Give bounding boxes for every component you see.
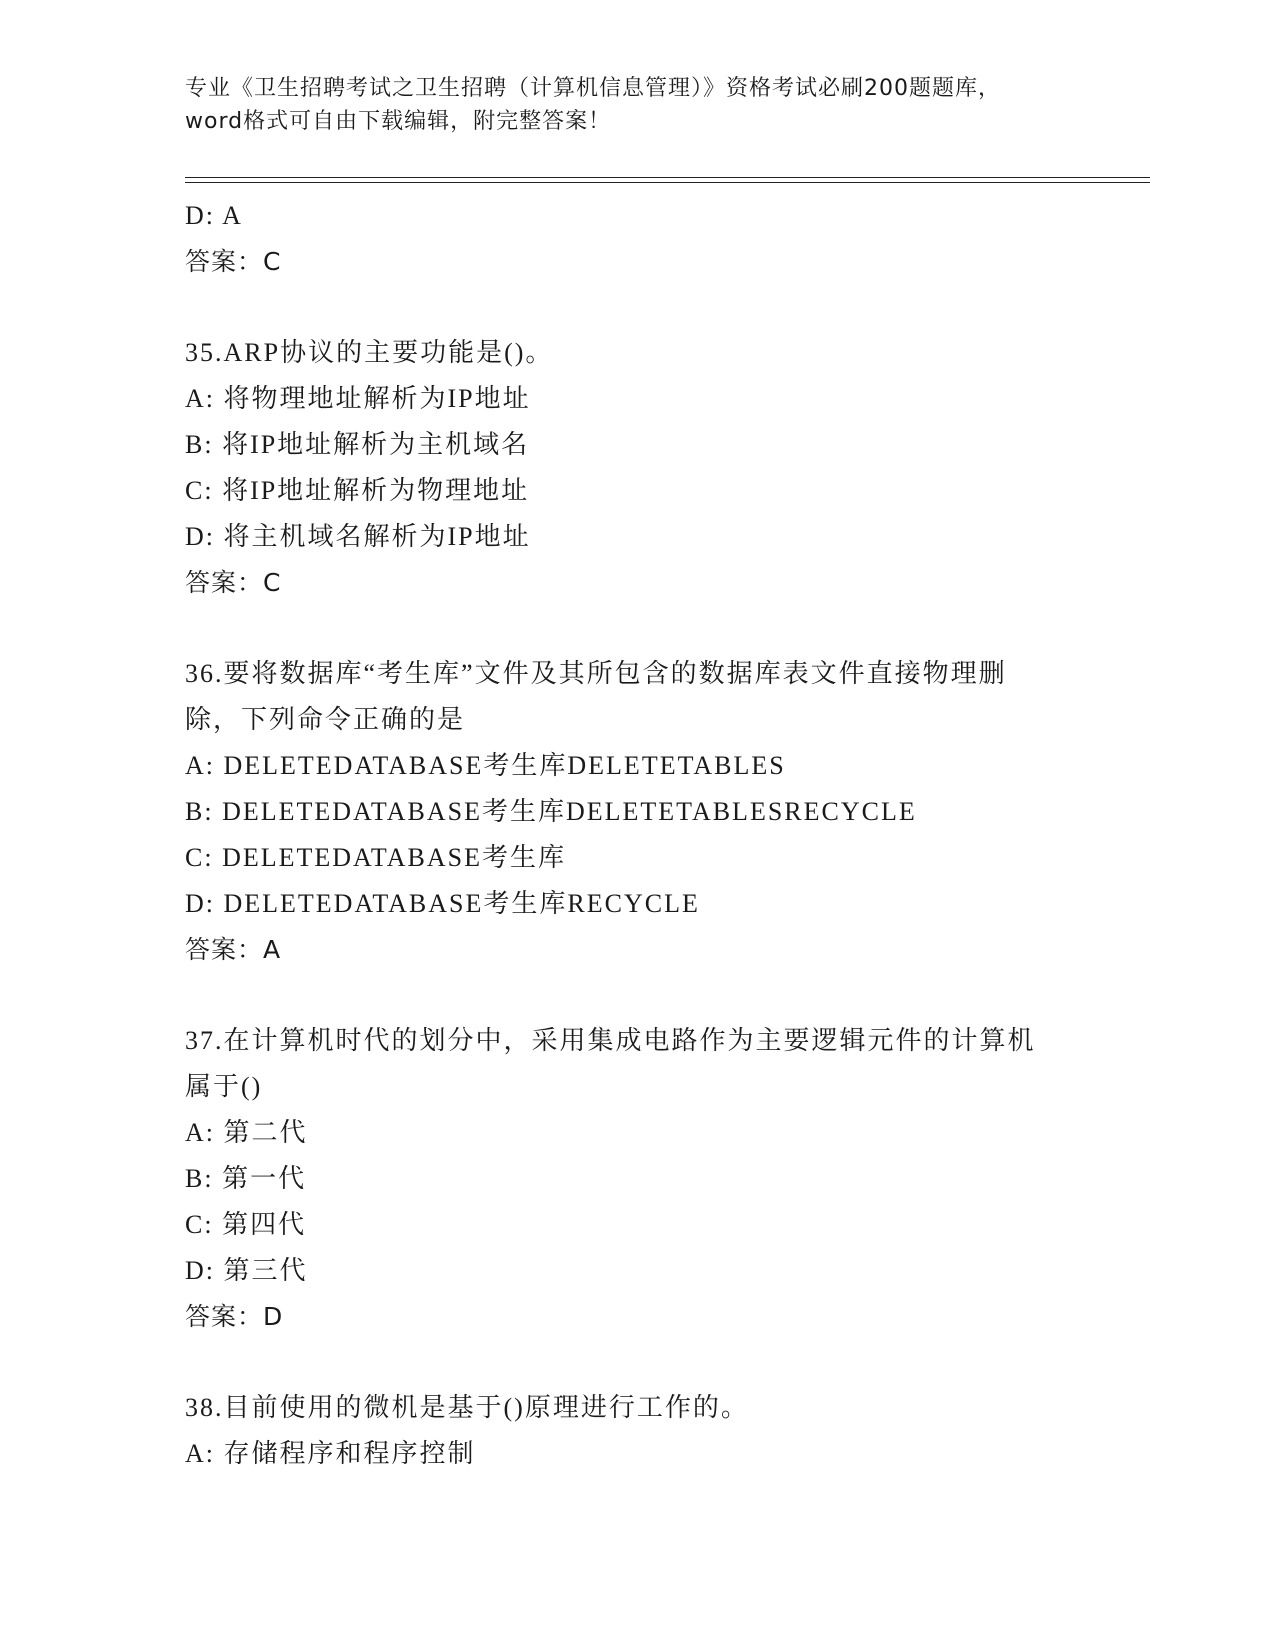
question-38 — [185, 1385, 1085, 1477]
spacer — [185, 606, 1085, 651]
option-a: A: DELETEDATABASE考生库DELETETABLES — [185, 751, 786, 780]
option-c: C: 将IP地址解析为物理地址 — [185, 476, 530, 505]
option-a: A: 第二代 — [185, 1118, 308, 1147]
answer: 答案：A — [185, 935, 282, 964]
question-stem-continued: 属于() — [185, 1072, 263, 1101]
answer: 答案：D — [185, 1302, 284, 1331]
spacer — [185, 973, 1085, 1018]
option-a: A: 将物理地址解析为IP地址 — [185, 384, 531, 413]
answer: 答案：C — [185, 568, 282, 597]
question-block-prev — [185, 193, 1085, 285]
document-body — [185, 193, 1085, 1477]
header-divider-top — [185, 177, 1150, 178]
option-b: B: 将IP地址解析为主机域名 — [185, 430, 530, 459]
option-d: D: 第三代 — [185, 1256, 308, 1285]
option-a: A: 存储程序和程序控制 — [185, 1439, 476, 1468]
option-d: D: 将主机域名解析为IP地址 — [185, 522, 531, 551]
question-stem: 36.要将数据库“考生库”文件及其所包含的数据库表文件直接物理删 — [185, 659, 1007, 688]
option-d: D: A — [185, 201, 243, 230]
document-header — [185, 72, 1085, 138]
question-35 — [185, 330, 1085, 606]
option-c: C: 第四代 — [185, 1210, 307, 1239]
option-d: D: DELETEDATABASE考生库RECYCLE — [185, 889, 700, 918]
question-36 — [185, 651, 1085, 973]
question-stem: 38.目前使用的微机是基于()原理进行工作的。 — [185, 1393, 749, 1422]
option-b: B: 第一代 — [185, 1164, 307, 1193]
option-c: C: DELETEDATABASE考生库 — [185, 843, 566, 872]
header-line-2: word格式可自由下载编辑，附完整答案！ — [185, 109, 612, 134]
spacer — [185, 1340, 1085, 1385]
question-stem-continued: 除，下列命令正确的是 — [185, 705, 466, 734]
option-b: B: DELETEDATABASE考生库DELETETABLESRECYCLE — [185, 797, 917, 826]
header-line-1: 专业《卫生招聘考试之卫生招聘（计算机信息管理）》资格考试必刷200题题库， — [185, 76, 1001, 101]
answer: 答案：C — [185, 247, 282, 276]
question-37 — [185, 1018, 1085, 1340]
spacer — [185, 285, 1085, 330]
question-stem: 37.在计算机时代的划分中，采用集成电路作为主要逻辑元件的计算机 — [185, 1026, 1036, 1055]
question-stem: 35.ARP协议的主要功能是()。 — [185, 338, 554, 367]
header-divider-bottom — [185, 182, 1150, 183]
